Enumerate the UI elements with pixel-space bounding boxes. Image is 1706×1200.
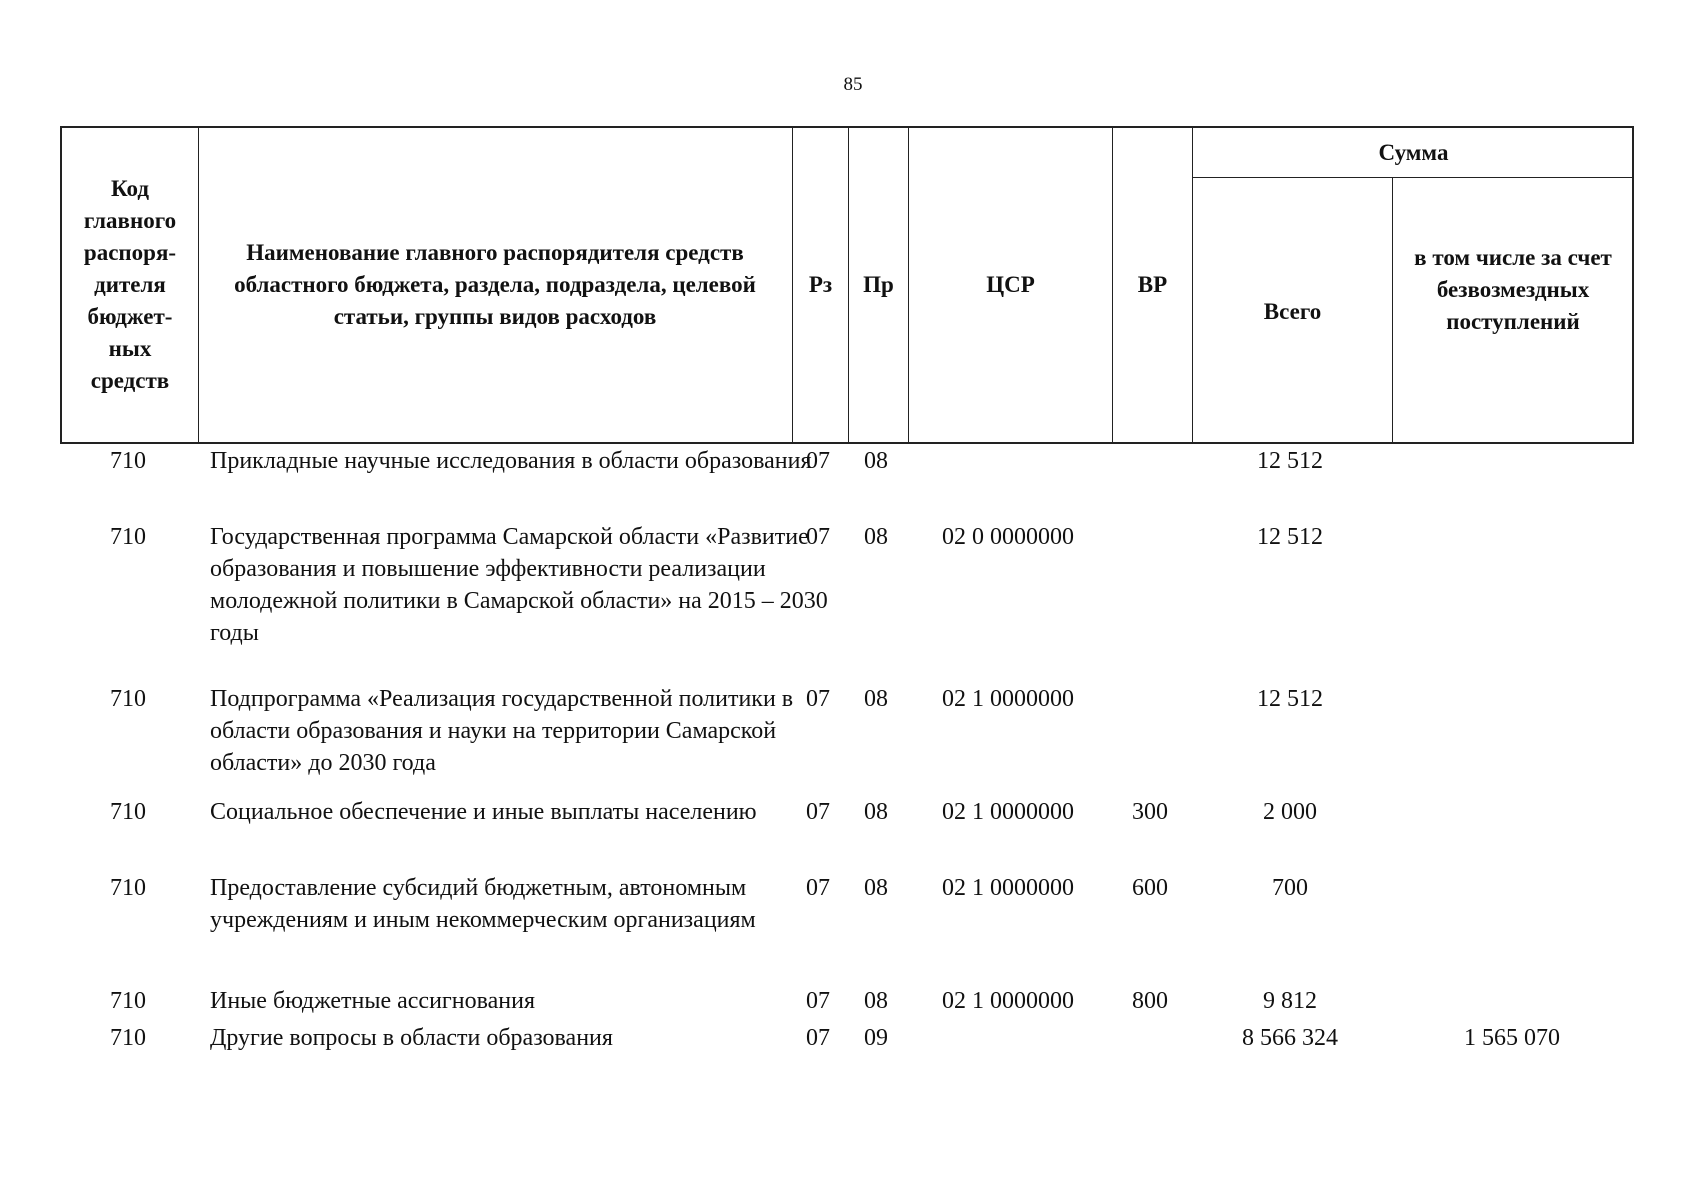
- header-vr: ВР: [1137, 272, 1168, 297]
- row-rz: 07: [806, 799, 830, 825]
- row-name: Прикладные научные исследования в области образования: [210, 448, 812, 474]
- header-name: Наименование главного распорядителя средств областного бюджета, раздела, подраздела, целевой статьи, группы видов расходов: [234, 240, 756, 329]
- row-code: 710: [110, 1025, 146, 1051]
- header-sum: Сумма: [1378, 139, 1449, 165]
- row-pr: 09: [864, 1025, 888, 1051]
- row-pr: 08: [864, 448, 888, 474]
- row-total: 12 512: [1257, 686, 1323, 712]
- row-total: 9 812: [1263, 988, 1317, 1014]
- header-code: Код главного распоря-дителя бюджет-ных средств: [83, 176, 177, 393]
- row-csr: 02 1 0000000: [942, 686, 1074, 712]
- page-number: 85: [843, 74, 863, 95]
- row-code: 710: [110, 524, 146, 550]
- row-total: 700: [1272, 875, 1308, 901]
- row-rz: 07: [806, 448, 830, 474]
- row-code: 710: [110, 799, 146, 825]
- row-free: 1 565 070: [1464, 1025, 1560, 1051]
- row-pr: 08: [864, 875, 888, 901]
- row-vr: 600: [1132, 875, 1168, 901]
- row-code: 710: [110, 448, 146, 474]
- row-name: Социальное обеспечение и иные выплаты населению: [210, 799, 757, 825]
- row-csr: 02 1 0000000: [942, 875, 1074, 901]
- row-rz: 07: [806, 524, 830, 550]
- row-name: Государственная программа Самарской области «Развитие образования и повышение эффективности реализации молодежной политики в Самарской области» на 2015 – 2030 годы: [210, 524, 828, 646]
- row-pr: 08: [864, 686, 888, 712]
- row-csr: 02 0 0000000: [942, 524, 1074, 550]
- row-total: 12 512: [1257, 524, 1323, 550]
- row-total: 12 512: [1257, 448, 1323, 474]
- header-total: Всего: [1263, 299, 1322, 324]
- row-code: 710: [110, 686, 146, 712]
- row-rz: 07: [806, 875, 830, 901]
- header-free: в том числе за счет безвозмездных поступлений: [1414, 245, 1612, 334]
- row-pr: 08: [864, 799, 888, 825]
- row-total: 2 000: [1263, 799, 1317, 825]
- row-vr: 800: [1132, 988, 1168, 1014]
- row-name: Предоставление субсидий бюджетным, автономным учреждениям и иным некоммерческим организациям: [210, 875, 756, 933]
- row-name: Другие вопросы в области образования: [210, 1025, 613, 1051]
- header-pr: Пр: [863, 272, 894, 297]
- row-code: 710: [110, 875, 146, 901]
- header-rz: Рз: [808, 272, 833, 297]
- table-header: [60, 126, 1634, 444]
- row-name: Иные бюджетные ассигнования: [210, 988, 535, 1014]
- row-total: 8 566 324: [1242, 1025, 1338, 1051]
- row-rz: 07: [806, 686, 830, 712]
- row-pr: 08: [864, 524, 888, 550]
- row-vr: 300: [1132, 799, 1168, 825]
- row-csr: 02 1 0000000: [942, 799, 1074, 825]
- row-name: Подпрограмма «Реализация государственной политики в области образования и науки на территории Самарской области» до 2030 года: [210, 686, 794, 776]
- row-csr: 02 1 0000000: [942, 988, 1074, 1014]
- row-rz: 07: [806, 1025, 830, 1051]
- header-csr: ЦСР: [986, 272, 1035, 297]
- row-pr: 08: [864, 988, 888, 1014]
- row-rz: 07: [806, 988, 830, 1014]
- row-code: 710: [110, 988, 146, 1014]
